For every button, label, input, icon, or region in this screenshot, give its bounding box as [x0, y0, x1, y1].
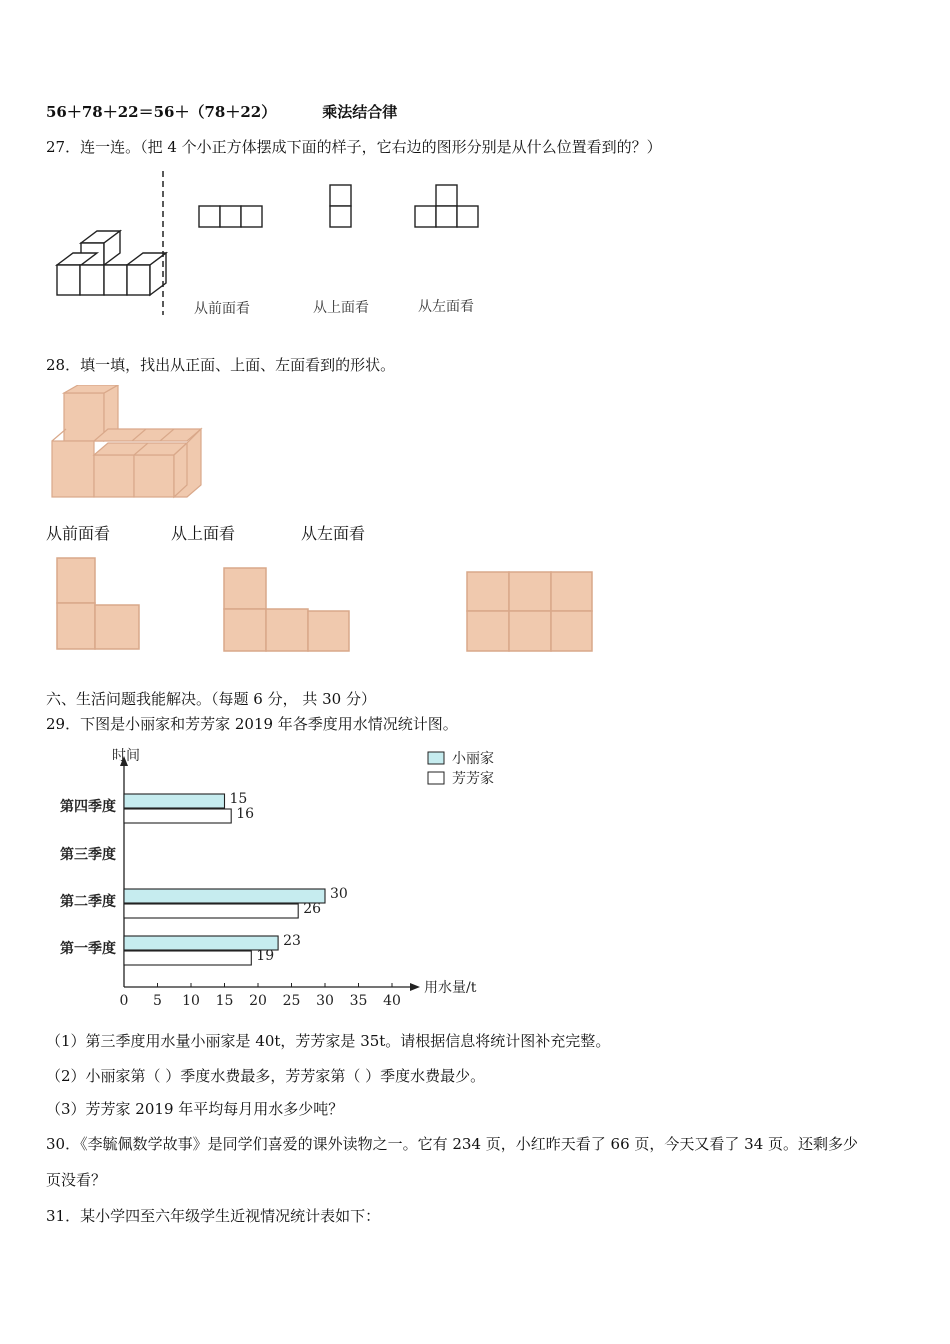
- x-tick-label: 15: [215, 993, 234, 1009]
- q26-expression: 56＋78＋22＝56＋（78＋22）: [46, 103, 277, 121]
- bar-xiaoli: [124, 936, 278, 950]
- q28-cube-front-1: [52, 441, 94, 497]
- q28-front-view: [57, 558, 139, 649]
- x-tick-label: 35: [349, 993, 368, 1009]
- q27-cube-stack: [57, 231, 166, 295]
- q27-caption-front: 从前面看: [194, 301, 250, 317]
- q31-title: 31．某小学四至六年级学生近视情况统计表如下：: [46, 1207, 381, 1225]
- section6-title: 六、生活问题我能解决。（每题 6 分， 共 30 分）: [46, 690, 376, 708]
- x-tick-label: 10: [182, 993, 200, 1009]
- q30-line2: 页没看？: [46, 1171, 107, 1189]
- q29-sub3: （3）芳芳家 2019 年平均每月用水多少吨？: [46, 1100, 344, 1118]
- category-label: 第一季度: [60, 941, 116, 957]
- legend-label: 小丽家: [452, 751, 494, 767]
- q28-block-figure: [46, 385, 211, 503]
- q28-cube-top: [64, 393, 104, 441]
- q28-caption-front: 从前面看: [46, 524, 111, 543]
- q27-title: 27．连一连。（把 4 个小正方体摆成下面的样子，它右边的图形分别是从什么位置看到的？）: [46, 138, 662, 156]
- x-tick-label: 20: [249, 993, 267, 1009]
- legend-swatch-fangfang: [428, 772, 444, 784]
- y-axis-label: 时间: [112, 748, 140, 764]
- q29-bar-chart: [40, 740, 500, 1015]
- q27-view-top-shape: [330, 185, 351, 227]
- bar-fangfang: [124, 904, 298, 918]
- bar-value-label: 19: [256, 948, 275, 964]
- bar-value-label: 23: [283, 933, 301, 949]
- x-tick-label: 40: [383, 993, 401, 1009]
- legend-swatch-xiaoli: [428, 752, 444, 764]
- legend-label: 芳芳家: [452, 771, 494, 787]
- q26-equation-line: [46, 102, 397, 122]
- category-label: 第三季度: [60, 847, 116, 863]
- q26-law: 乘法结合律: [322, 103, 398, 121]
- bar-value-label: 16: [236, 806, 255, 822]
- bar-xiaoli: [124, 794, 225, 808]
- q28-top-view: [224, 568, 349, 651]
- bar-value-label: 30: [330, 886, 348, 902]
- q28-cube-front-2: [94, 455, 134, 497]
- q28-caption-left: 从左面看: [301, 524, 366, 543]
- q28-view-shapes: [56, 557, 596, 657]
- q30-line1: 30．《李毓佩数学故事》是同学们喜爱的课外读物之一。它有 234 页，小红昨天看了 66 页，今天又看了 34 页。还剩多少: [46, 1135, 859, 1153]
- x-axis-label: 用水量/t: [424, 980, 477, 996]
- q28-left-view: [467, 572, 592, 651]
- x-tick-label: 25: [282, 993, 301, 1009]
- q29-sub1: （1）第三季度用水量小丽家是 40t，芳芳家是 35t。请根据信息将统计图补充完整。: [46, 1032, 611, 1050]
- q29-sub2: （2）小丽家第（ ）季度水费最多，芳芳家第（ ）季度水费最少。: [46, 1067, 486, 1085]
- x-tick-label: 0: [119, 993, 129, 1009]
- q28-caption-top: 从上面看: [171, 524, 236, 543]
- q27-caption-top: 从上面看: [313, 300, 369, 316]
- x-tick-label: 5: [153, 993, 162, 1009]
- bar-xiaoli: [124, 889, 325, 903]
- category-label: 第四季度: [60, 799, 116, 815]
- q27-view-left-shape: [415, 185, 478, 227]
- q27-view-front-shape: [199, 206, 262, 227]
- q28-cube-front-3: [134, 455, 174, 497]
- q28-title: 28．填一填，找出从正面、上面、左面看到的形状。: [46, 356, 396, 374]
- q27-caption-left: 从左面看: [418, 299, 474, 315]
- x-tick-label: 30: [316, 993, 334, 1009]
- bar-value-label: 15: [229, 791, 248, 807]
- category-label: 第二季度: [60, 894, 116, 910]
- bar-fangfang: [124, 951, 251, 965]
- bar-value-label: 26: [303, 901, 322, 917]
- x-axis-arrow: [410, 983, 420, 991]
- bar-fangfang: [124, 809, 231, 823]
- q29-title: 29．下图是小丽家和芳芳家 2019 年各季度用水情况统计图。: [46, 715, 458, 733]
